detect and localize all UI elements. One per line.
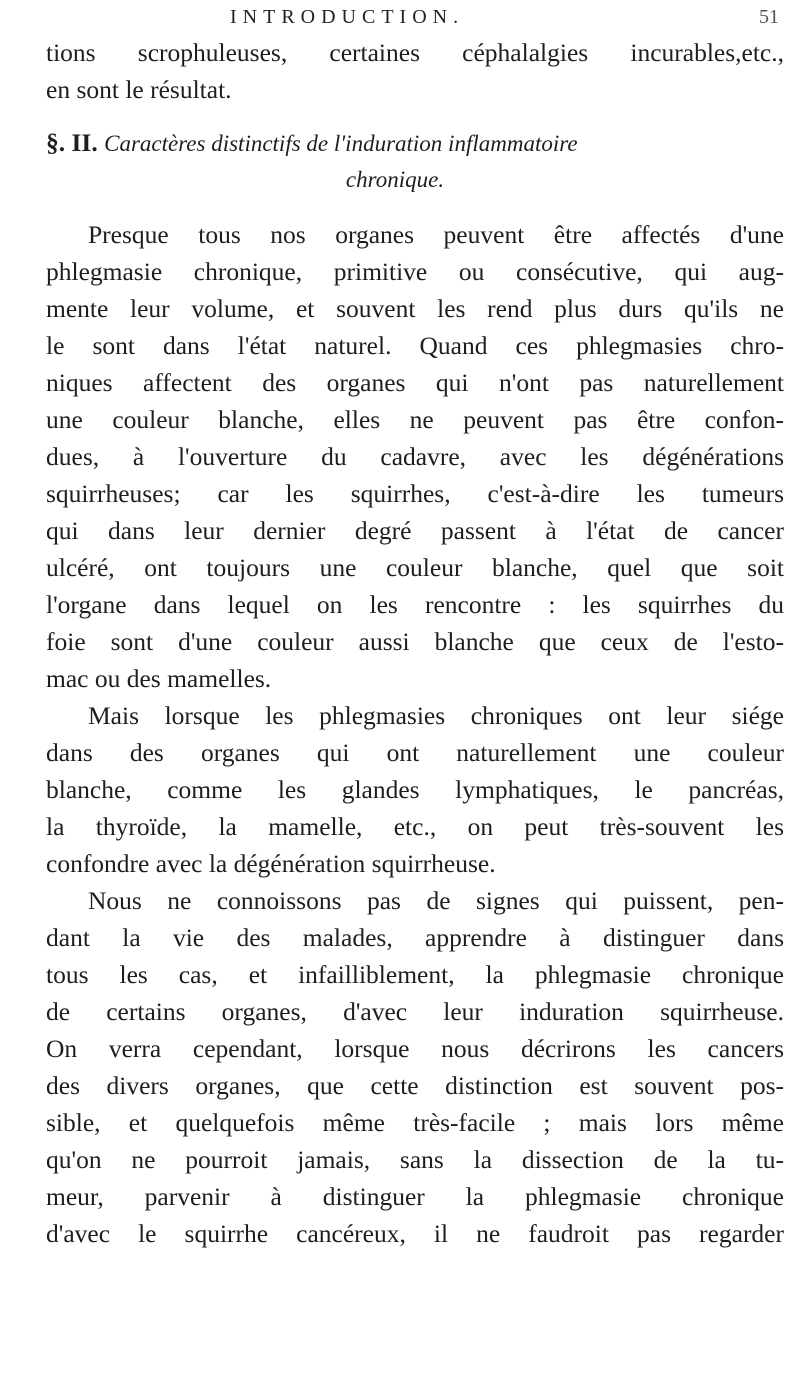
text-line: dans des organes qui ont naturellement une couleur bbox=[46, 738, 784, 767]
text-line: mente leur volume, et souvent les rend plus durs qu'ils ne bbox=[46, 294, 784, 323]
body-text bbox=[46, 34, 784, 1252]
text-line: dues, à l'ouverture du cadavre, avec les dégénérations bbox=[46, 442, 784, 471]
text-line: foie sont d'une couleur aussi blanche que ceux de l'esto- bbox=[46, 627, 784, 656]
text-line: Mais lorsque les phlegmasies chroniques ont leur siége bbox=[88, 701, 784, 730]
text-line: tous les cas, et infailliblement, la phlegmasie chronique bbox=[46, 960, 784, 989]
text-line: qui dans leur dernier degré passent à l'état de cancer bbox=[46, 516, 784, 545]
text-line: niques affectent des organes qui n'ont pas naturellement bbox=[46, 368, 784, 397]
text-line: l'organe dans lequel on les rencontre : les squirrhes du bbox=[46, 590, 784, 619]
text-line: de certains organes, d'avec leur induration squirrheuse. bbox=[46, 997, 784, 1026]
text-line: ulcéré, ont toujours une couleur blanche, quel que soit bbox=[46, 553, 784, 582]
text-line: sible, et quelquefois même très-facile ; mais lors même bbox=[46, 1108, 784, 1137]
text-line: confondre avec la dégénération squirrheuse. bbox=[46, 849, 496, 878]
text-line: blanche, comme les glandes lymphatiques, le pancréas, bbox=[46, 775, 784, 804]
text-line: Presque tous nos organes peuvent être affectés d'une bbox=[88, 220, 784, 249]
text-line: Nous ne connoissons pas de signes qui puissent, pen- bbox=[88, 886, 784, 915]
page-number: 51 bbox=[759, 6, 779, 28]
text-line: qu'on ne pourroit jamais, sans la dissection de la tu- bbox=[46, 1145, 784, 1174]
section-heading bbox=[46, 124, 784, 161]
section-title-continuation: chronique. bbox=[345, 167, 445, 192]
text-line: dant la vie des malades, apprendre à distinguer dans bbox=[46, 923, 784, 952]
text-line: une couleur blanche, elles ne peuvent pas être confon- bbox=[46, 405, 784, 434]
text-line: des divers organes, que cette distinction est souvent pos- bbox=[46, 1071, 784, 1100]
text-line: le sont dans l'état naturel. Quand ces phlegmasies chro- bbox=[46, 331, 784, 360]
paragraph bbox=[46, 697, 784, 882]
paragraph bbox=[46, 882, 784, 1252]
section-number: §. II. bbox=[46, 128, 98, 157]
text-line: meur, parvenir à distinguer la phlegmasie chronique bbox=[46, 1182, 784, 1211]
text-line: tions scrophuleuses, certaines céphalalgies incurables,etc., bbox=[46, 38, 784, 67]
running-title: INTRODUCTION. bbox=[230, 6, 465, 28]
paragraph bbox=[46, 216, 784, 697]
text-line: en sont le résultat. bbox=[46, 75, 232, 104]
text-line: la thyroïde, la mamelle, etc., on peut très-souvent les bbox=[46, 812, 784, 841]
text-line: On verra cependant, lorsque nous décrirons les cancers bbox=[46, 1034, 784, 1063]
text-line: mac ou des mamelles. bbox=[46, 664, 272, 693]
section-title: Caractères distinctifs de l'induration inflammatoire bbox=[104, 131, 578, 156]
text-line: d'avec le squirrhe cancéreux, il ne faudroit pas regarder bbox=[46, 1219, 784, 1248]
text-line: squirrheuses; car les squirrhes, c'est-à-dire les tumeurs bbox=[46, 479, 784, 508]
text-line: phlegmasie chronique, primitive ou consécutive, qui aug- bbox=[46, 257, 784, 286]
